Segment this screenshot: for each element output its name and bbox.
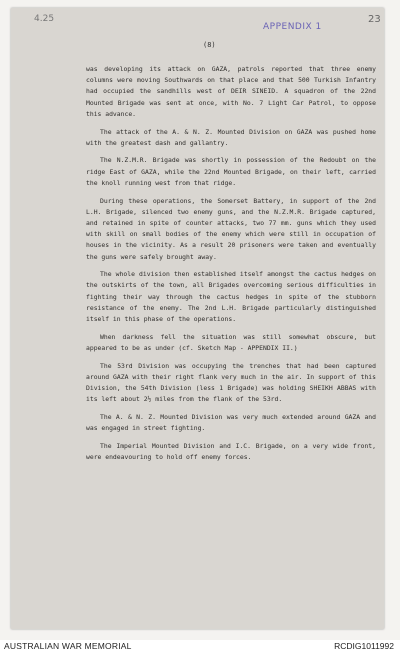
typed-report-body bbox=[86, 64, 376, 470]
paragraph: The Imperial Mounted Division and I.C. Brigade, on a very wide front, were endeavouring to hold off enemy forces. bbox=[86, 441, 376, 462]
sheet-number: 23 bbox=[368, 14, 381, 25]
page-marker: (8) bbox=[203, 41, 216, 49]
paragraph: was developing its attack on GAZA, patrols reported that three enemy columns were moving Southwards on that place and that 500 Turkish Infantry had occupied the sandhills west of DEIR SINEID. A squadron of the 22nd Mounted Brigade was sent at once, with No. 7 Light Car Patrol, to oppose this advance. bbox=[86, 65, 376, 118]
appendix-stamp: APPENDIX 1 bbox=[263, 22, 322, 32]
paragraph: The 53rd Division was occupying the trenches that had been captured around GAZA with their right flank very much in the air. In support of this Division, the 54th Division (less 1 Brigade) was holding SHEIKH ABBAS with its left about 2½ miles from the flank of the 53rd. bbox=[86, 361, 376, 404]
paragraph: The whole division then established itself amongst the cactus hedges on the outskirts of the town, all Brigades overcoming serious difficulties in fighting their way through the cactus hedges in spite of the stubborn resistance of the enemy. The 2nd L.H. Brigade particularly distinguished itself in this phase of the operations. bbox=[86, 270, 376, 324]
paragraph: During these operations, the Somerset Battery, in support of the 2nd L.H. Brigade, silenced two enemy guns, and the N.Z.M.R. Brigade captured, and retained in spite of counter attacks, two 77 mm. guns which they used with skill on small bodies of the enemy which were still in occupation of houses in the vicinity. As a result 20 prisoners were taken and eventually the guns were safely brought away. bbox=[86, 196, 376, 261]
handwritten-page-number: 4.25 bbox=[34, 14, 55, 24]
paragraph: The attack of the A. & N. Z. Mounted Division on GAZA was pushed home with the greatest dash and gallantry. bbox=[86, 127, 376, 147]
paragraph: The N.Z.M.R. Brigade was shortly in possession of the Redoubt on the ridge East of GAZA, while the 22nd Mounted Brigade, on their left, carried the knoll running west from that ridge. bbox=[86, 156, 376, 187]
paragraph: When darkness fell the situation was still somewhat obscure, but appeared to be as under (cf. Sketch Map - APPENDIX II.) bbox=[86, 332, 376, 352]
archive-reference: RCDIG1011992 bbox=[334, 641, 394, 651]
paragraph: The A. & N. Z. Mounted Division was very much extended around GAZA and was engaged in street fighting. bbox=[86, 412, 376, 433]
archive-footer bbox=[0, 640, 400, 653]
archive-name: AUSTRALIAN WAR MEMORIAL bbox=[4, 641, 132, 651]
